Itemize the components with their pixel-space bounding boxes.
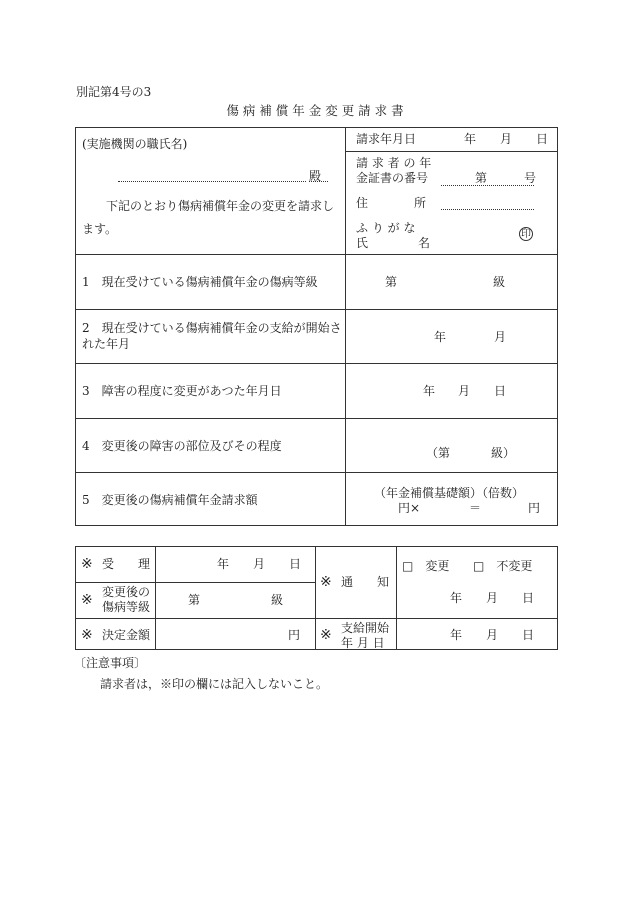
date-year[interactable]: 年 [464, 132, 477, 146]
grade-label-1: 変更後の [102, 585, 151, 599]
item-2-year[interactable]: 年 [434, 330, 447, 344]
column-divider [315, 546, 316, 650]
notes-heading: 〔注意事項〕 [74, 656, 147, 670]
cert-label-1: 請 求 者 の 年 [356, 156, 432, 170]
row-divider [75, 418, 558, 419]
item-3-day[interactable]: 日 [494, 384, 507, 398]
honorific: 殿 [309, 169, 322, 183]
amount-yen[interactable]: 円 [288, 628, 301, 642]
receipt-label: 受 理 [102, 557, 151, 571]
notice-month[interactable]: 月 [486, 591, 499, 605]
form-title: 傷 病 補 償 年 金 変 更 請 求 書 [226, 103, 404, 118]
seal-mark: 印 [521, 229, 531, 240]
item-1-kyu[interactable]: 級 [493, 275, 506, 289]
item-5-yen[interactable]: 円 [528, 501, 541, 515]
receipt-month[interactable]: 月 [253, 557, 266, 571]
notice-day[interactable]: 日 [522, 591, 535, 605]
date-day[interactable]: 日 [536, 132, 549, 146]
nochange-option[interactable]: □ 不変更 [473, 559, 533, 573]
receipt-year[interactable]: 年 [217, 557, 230, 571]
row-divider [345, 151, 558, 152]
row-divider [75, 254, 558, 255]
row-divider [75, 618, 558, 619]
request-date-label: 請求年月日 [356, 132, 417, 146]
office-mark: ※ [81, 592, 93, 608]
row-divider [75, 363, 558, 364]
item-5-label: 5 変更後の傷病補償年金請求額 [82, 493, 258, 507]
amount-label: 決定金額 [102, 628, 151, 642]
org-name-line[interactable] [118, 181, 306, 182]
org-label: (実施機関の職氏名) [82, 137, 188, 151]
office-mark: ※ [320, 574, 332, 590]
date-month[interactable]: 月 [500, 132, 513, 146]
address-label-1: 住 [356, 196, 369, 210]
start-month[interactable]: 月 [486, 628, 499, 642]
furigana-label: ふ り が な [356, 221, 416, 235]
notice-year[interactable]: 年 [450, 591, 463, 605]
receipt-day[interactable]: 日 [289, 557, 302, 571]
column-divider [155, 546, 156, 650]
change-option[interactable]: □ 変更 [402, 559, 450, 573]
cert-label-2: 金証書の番号 [356, 171, 429, 185]
grade-dai[interactable]: 第 [188, 593, 201, 607]
item-5-equals: ＝ [469, 501, 482, 515]
grade-kyu[interactable]: 級 [271, 593, 284, 607]
request-text-2: ます。 [82, 222, 118, 236]
column-divider [345, 127, 346, 526]
row-divider [75, 472, 558, 473]
office-mark: ※ [320, 627, 332, 643]
start-year[interactable]: 年 [450, 628, 463, 642]
item-4-kyu[interactable]: 級） [491, 446, 516, 460]
address-label-2: 所 [414, 196, 427, 210]
office-mark: ※ [81, 556, 93, 572]
item-1-dai[interactable]: 第 [385, 275, 398, 289]
grade-label-2: 傷病等級 [102, 600, 151, 614]
item-1-label: 1 現在受けている傷病補償年金の傷病等級 [82, 275, 318, 289]
item-3-year[interactable]: 年 [423, 384, 436, 398]
item-2-label-2: れた年月 [82, 337, 131, 351]
office-mark: ※ [81, 627, 93, 643]
name-label-1: 氏 [356, 236, 369, 250]
cert-number-line[interactable] [441, 185, 534, 186]
column-divider [396, 546, 397, 650]
start-day[interactable]: 日 [522, 628, 535, 642]
start-label-2: 年 月 日 [341, 636, 385, 650]
notes-text: 請求者は，※印の欄には記入しないこと。 [100, 677, 329, 691]
notice-label: 通 知 [341, 575, 390, 589]
row-divider [75, 582, 315, 583]
item-4-dai[interactable]: （第 [426, 446, 451, 460]
item-2-month[interactable]: 月 [494, 330, 507, 344]
item-4-label: 4 変更後の障害の部位及びその程度 [82, 439, 282, 453]
item-5-formula-header: （年金補償基礎額）（倍数） [374, 486, 525, 500]
cert-dai: 第 [475, 171, 488, 185]
address-line[interactable] [441, 209, 534, 210]
start-label-1: 支給開始 [341, 621, 390, 635]
request-text-1: 下記のとおり傷病補償年金の変更を請求し [106, 199, 335, 213]
honorific-line [309, 181, 328, 182]
name-label-2: 名 [418, 236, 431, 250]
cert-go: 号 [524, 171, 537, 185]
item-3-month[interactable]: 月 [458, 384, 471, 398]
row-divider [75, 309, 558, 310]
item-2-label-1: 2 現在受けている傷病補償年金の支給が開始さ [82, 321, 342, 335]
form-number: 別記第4号の3 [76, 85, 152, 99]
item-3-label: 3 障害の程度に変更があつた年月日 [82, 384, 282, 398]
item-5-yen-times[interactable]: 円× [398, 501, 421, 515]
